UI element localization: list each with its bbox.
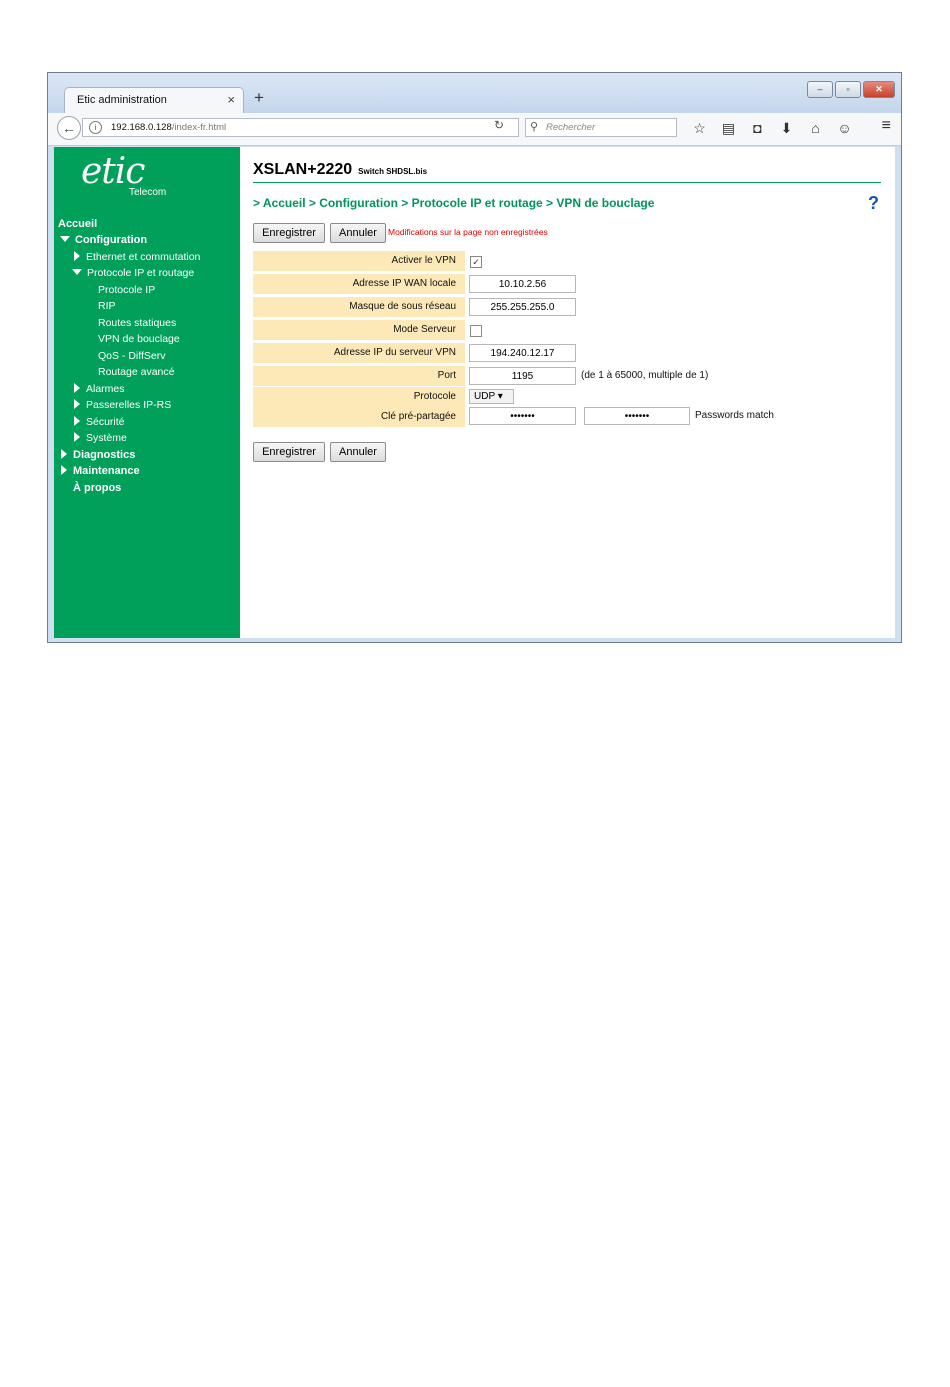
label-activer-vpn: Activer le VPN — [253, 251, 465, 271]
activer-vpn-checkbox[interactable]: ✓ — [470, 256, 482, 268]
sidebar — [54, 147, 240, 638]
minimize-button[interactable]: – — [807, 81, 833, 98]
sidebar-item-vpn-bouclage[interactable]: VPN de bouclage — [98, 333, 180, 345]
download-icon[interactable]: ⬇ — [780, 120, 793, 136]
title-bar — [48, 73, 901, 113]
expanded-arrow-icon — [60, 236, 70, 242]
tab-close-icon[interactable]: × — [227, 92, 235, 107]
url-text: 192.168.0.128/index-fr.html — [111, 122, 227, 133]
unsaved-notice: Modifications sur la page non enregistrées — [388, 227, 548, 237]
title-divider — [253, 182, 881, 183]
page-title: XSLAN+2220 Switch SHDSL.bis — [253, 161, 428, 178]
sidebar-item-maintenance[interactable]: Maintenance — [61, 465, 140, 477]
collapsed-arrow-icon — [74, 383, 80, 393]
device-subtitle: Switch SHDSL.bis — [358, 167, 428, 176]
sidebar-item-passerelles[interactable]: Passerelles IP-RS — [74, 399, 171, 411]
sidebar-item-systeme[interactable]: Système — [74, 432, 127, 444]
server-ip-input[interactable]: 194.240.12.17 — [469, 344, 576, 362]
password-status: Passwords match — [695, 410, 774, 421]
protocole-select[interactable]: UDP ▾ — [469, 389, 514, 404]
back-arrow-icon[interactable]: ← — [57, 116, 81, 140]
psk-input[interactable]: ••••••• — [469, 407, 576, 425]
label-server-ip: Adresse IP du serveur VPN — [253, 343, 465, 363]
sidebar-item-routage-avance[interactable]: Routage avancé — [98, 366, 175, 378]
new-tab-button[interactable]: + — [254, 88, 264, 107]
maximize-button[interactable]: ▫ — [835, 81, 861, 98]
navigation-toolbar — [48, 113, 901, 146]
sidebar-item-diagnostics[interactable]: Diagnostics — [61, 449, 135, 461]
etic-logo: etic Telecom — [81, 151, 167, 198]
browser-tab[interactable] — [64, 87, 244, 113]
sidebar-item-configuration[interactable]: Configuration — [60, 234, 147, 246]
label-mask: Masque de sous réseau — [253, 297, 465, 317]
main-content — [240, 147, 895, 638]
reload-icon[interactable]: ↻ — [494, 118, 505, 132]
smiley-icon[interactable]: ☺ — [837, 120, 852, 136]
wan-ip-input[interactable]: 10.10.2.56 — [469, 275, 576, 293]
label-protocole: Protocole — [253, 387, 465, 407]
collapsed-arrow-icon — [74, 432, 80, 442]
save-button-top[interactable]: Enregistrer — [253, 223, 325, 243]
close-window-button[interactable]: ✕ — [863, 81, 895, 98]
breadcrumb[interactable]: > Accueil > Configuration > Protocole IP et routage > VPN de bouclage — [253, 196, 655, 210]
mask-input[interactable]: 255.255.255.0 — [469, 298, 576, 316]
collapsed-arrow-icon — [61, 465, 67, 475]
label-port: Port — [253, 366, 465, 386]
sidebar-item-ethernet[interactable]: Ethernet et commutation — [74, 251, 200, 263]
collapsed-arrow-icon — [74, 416, 80, 426]
chevron-down-icon: ▾ — [497, 391, 503, 402]
mode-serveur-checkbox[interactable] — [470, 325, 482, 337]
sidebar-item-protocole-ip[interactable]: Protocole IP — [98, 284, 156, 296]
search-input[interactable] — [525, 118, 677, 137]
collapsed-arrow-icon — [74, 399, 80, 409]
sidebar-item-alarmes[interactable]: Alarmes — [74, 383, 125, 395]
sidebar-item-apropos[interactable]: À propos — [73, 482, 122, 494]
expanded-arrow-icon — [72, 269, 82, 275]
port-hint: (de 1 à 65000, multiple de 1) — [581, 370, 709, 381]
sidebar-item-rip[interactable]: RIP — [98, 300, 116, 312]
bookmark-star-icon[interactable]: ☆ — [693, 120, 706, 136]
sidebar-item-protocole-ip-routage[interactable]: Protocole IP et routage — [72, 267, 194, 279]
label-wan-ip: Adresse IP WAN locale — [253, 274, 465, 294]
page-viewport — [54, 147, 895, 638]
help-icon[interactable]: ? — [868, 193, 879, 213]
label-mode-serveur: Mode Serveur — [253, 320, 465, 340]
home-icon[interactable]: ⌂ — [811, 120, 820, 136]
sidebar-item-securite[interactable]: Sécurité — [74, 416, 125, 428]
sidebar-item-accueil[interactable]: Accueil — [58, 218, 98, 230]
collapsed-arrow-icon — [74, 251, 80, 261]
search-placeholder: Rechercher — [546, 122, 596, 133]
collapsed-arrow-icon — [61, 449, 67, 459]
search-icon: ⚲ — [530, 121, 539, 133]
sidebar-item-routes-statiques[interactable]: Routes statiques — [98, 317, 177, 329]
port-input[interactable]: 1195 — [469, 367, 576, 385]
label-psk: Clé pré-partagée — [253, 407, 465, 427]
save-button-bottom[interactable]: Enregistrer — [253, 442, 325, 462]
hamburger-menu-icon[interactable]: ≡ — [881, 117, 891, 134]
tab-title: Etic administration — [77, 94, 167, 106]
cancel-button-top[interactable]: Annuler — [330, 223, 386, 243]
browser-window — [47, 72, 902, 643]
address-bar[interactable] — [82, 118, 519, 137]
info-icon[interactable]: i — [89, 121, 102, 134]
cancel-button-bottom[interactable]: Annuler — [330, 442, 386, 462]
sidebar-item-qos[interactable]: QoS - DiffServ — [98, 350, 166, 362]
reading-list-icon[interactable]: ▤ — [721, 120, 736, 136]
pocket-icon[interactable]: ◘ — [753, 120, 762, 136]
psk-confirm-input[interactable]: ••••••• — [584, 407, 690, 425]
